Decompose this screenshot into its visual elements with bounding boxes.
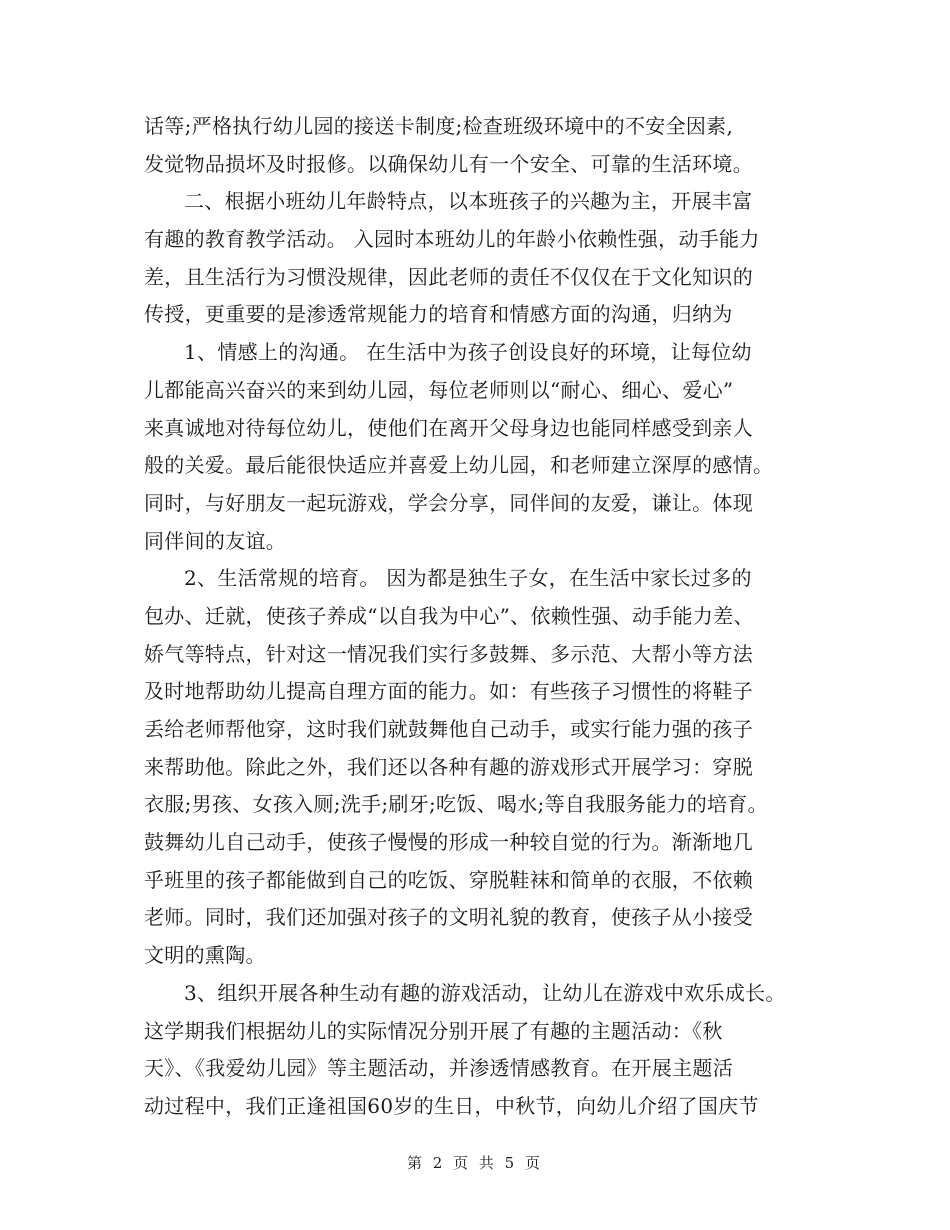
text-line: 文明的熏陶。 [144, 943, 266, 968]
text-line: 二、根据小班幼儿年龄特点，以本班孩子的兴趣为主，开展丰富 [184, 189, 753, 214]
text-line: 来帮助他。除此之外，我们还以各种有趣的游戏形式开展学习：穿脱 [144, 754, 753, 779]
text-line: 般的关爱。最后能很快适应并喜爱上幼儿园，和老师建立深厚的感情。 [144, 453, 774, 478]
text-line: 发觉物品损坏及时报修。以确保幼儿有一个安全、可靠的生活环境。 [144, 151, 753, 176]
text-line: 丢给老师帮他穿，这时我们就鼓舞他自己动手，或实行能力强的孩子 [144, 717, 753, 741]
text-line: 鼓舞幼儿自己动手，使孩子慢慢的形成一种较自觉的行为。渐渐地几 [144, 830, 753, 855]
text-line: 娇气等特点，针对这一情况我们实行多鼓舞、多示范、大帮小等方法 [144, 641, 753, 666]
text-line: 衣服;男孩、女孩入厕;洗手;刷牙;吃饭、喝水;等自我服务能力的培育。 [144, 792, 768, 817]
text-line: 天》、《我爱幼儿园》等主题活动，并渗透情感教育。在开展主题活 [144, 1056, 733, 1081]
text-line: 包办、迁就，使孩子养成“以自我为中心”、依赖性强、动手能力差、 [144, 603, 754, 628]
text-line: 来真诚地对待每位幼儿，使他们在离开父母身边也能同样感受到亲人 [144, 415, 753, 440]
text-line: 差，且生活行为习惯没规律，因此老师的责任不仅仅在于文化知识的 [144, 264, 753, 289]
text-line: 老师。同时，我们还加强对孩子的文明礼貌的教育，使孩子从小接受 [144, 905, 753, 930]
text-line: 同时，与好朋友一起玩游戏，学会分享，同伴间的友爱，谦让。体现 [144, 490, 753, 515]
page-footer: 第 2 页 共 5 页 [407, 1154, 543, 1172]
text-line: 儿都能高兴奋兴的来到幼儿园，每位老师则以“耐心、细心、爱心” [144, 377, 734, 402]
text-line: 同伴间的友谊。 [144, 528, 287, 553]
text-line: 1、情感上的沟通。 在生活中为孩子创设良好的环境，让每位幼 [184, 340, 752, 365]
text-line: 乎班里的孩子都能做到自己的吃饭、穿脱鞋袜和简单的衣服，不依赖 [144, 867, 753, 892]
text-line: 动过程中，我们正逢祖国60岁的生日，中秋节，向幼儿介绍了国庆节 [144, 1093, 759, 1118]
document-body [144, 108, 864, 1126]
text-line: 及时地帮助幼儿提高自理方面的能力。如：有些孩子习惯性的将鞋子 [144, 679, 753, 704]
text-line: 话等;严格执行幼儿园的接送卡制度;检查班级环境中的不安全因素, [144, 114, 734, 138]
text-line: 2、生活常规的培育。 因为都是独生子女，在生活中家长过多的 [184, 566, 752, 591]
text-line: 传授，更重要的是渗透常规能力的培育和情感方面的沟通，归纳为 [144, 302, 733, 327]
text-line: 这学期我们根据幼儿的实际情况分别开展了有趣的主题活动：《秋 [144, 1018, 723, 1043]
text-line: 3、组织开展各种生动有趣的游戏活动，让幼儿在游戏中欢乐成长。 [184, 980, 786, 1005]
text-line: 有趣的教育教学活动。 入园时本班幼儿的年龄小依赖性强，动手能力 [144, 227, 760, 252]
